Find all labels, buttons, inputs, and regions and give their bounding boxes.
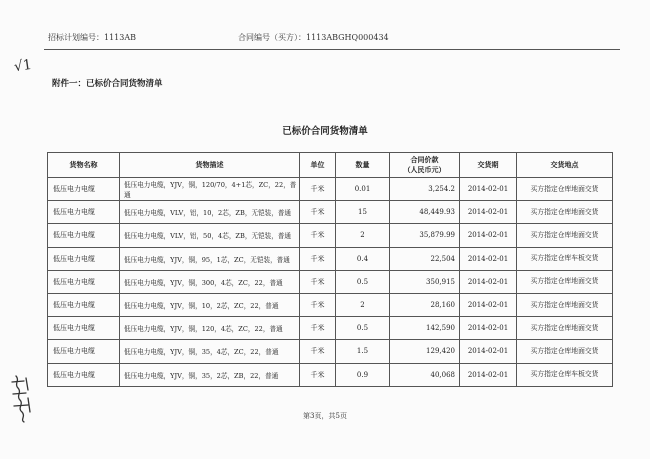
cell-name: 低压电力电缆 — [48, 247, 120, 270]
cell-date: 2014-02-01 — [460, 247, 517, 270]
cell-unit: 千米 — [300, 293, 336, 316]
cell-place: 买方指定仓库地面交货 — [517, 317, 613, 340]
cell-name: 低压电力电缆 — [48, 201, 120, 224]
cell-desc: 低压电力电缆，YJV，铜，300，4芯，ZC，22，普通 — [120, 270, 300, 293]
cell-place: 买方指定仓库地面交货 — [517, 293, 613, 316]
cell-date: 2014-02-01 — [460, 201, 517, 224]
cell-qty: 1.5 — [336, 340, 390, 363]
cell-qty: 0.5 — [336, 270, 390, 293]
goods-table — [47, 152, 613, 387]
cell-desc: 低压电力电缆，VLV，铝，10，2芯，ZB，无铠装，普通 — [120, 201, 300, 224]
page-number: 第3页，共5页 — [303, 412, 347, 420]
cell-name: 低压电力电缆 — [48, 340, 120, 363]
cell-place: 买方指定仓库地面交货 — [517, 201, 613, 224]
cell-place: 买方指定仓库地面交货 — [517, 270, 613, 293]
cell-place: 买方指定仓库地面交货 — [517, 178, 613, 201]
cell-unit: 千米 — [300, 247, 336, 270]
cell-unit: 千米 — [300, 340, 336, 363]
cell-qty: 2 — [336, 293, 390, 316]
col-header-qty: 数量 — [336, 153, 390, 178]
cell-qty: 15 — [336, 201, 390, 224]
cell-desc: 低压电力电缆，YJV，铜，35，2芯，ZB，22，普通 — [120, 363, 300, 386]
cell-qty: 2 — [336, 224, 390, 247]
cell-desc: 低压电力电缆，YJV，铜，10，2芯，ZC，22，普通 — [120, 293, 300, 316]
cell-desc: 低压电力电缆，YJV，铜，35，4芯，ZC，22，普通 — [120, 340, 300, 363]
plan-number: 招标计划编号：1113AB — [48, 33, 137, 42]
cell-price: 35,879.99 — [390, 224, 460, 247]
cell-price: 40,068 — [390, 363, 460, 386]
table-row — [48, 178, 613, 201]
table-row — [48, 293, 613, 316]
cell-name: 低压电力电缆 — [48, 178, 120, 201]
table-title: 已标价合同货物清单 — [282, 126, 368, 137]
cell-price: 129,420 — [390, 340, 460, 363]
cell-unit: 千米 — [300, 178, 336, 201]
table-row — [48, 201, 613, 224]
handwritten-mark: √1 — [12, 56, 33, 76]
cell-price: 142,590 — [390, 317, 460, 340]
cell-price: 3,254.2 — [390, 178, 460, 201]
cell-date: 2014-02-01 — [460, 270, 517, 293]
cell-place: 买方指定仓库车板交货 — [517, 247, 613, 270]
handwritten-signature — [8, 372, 38, 424]
cell-place: 买方指定仓库车板交货 — [517, 363, 613, 386]
cell-date: 2014-02-01 — [460, 224, 517, 247]
cell-name: 低压电力电缆 — [48, 224, 120, 247]
cell-price: 48,449.93 — [390, 201, 460, 224]
cell-date: 2014-02-01 — [460, 363, 517, 386]
cell-desc: 低压电力电缆，YJV，铜，95，1芯，ZC，无铠装，普通 — [120, 247, 300, 270]
cell-name: 低压电力电缆 — [48, 293, 120, 316]
cell-date: 2014-02-01 — [460, 293, 517, 316]
cell-price: 350,915 — [390, 270, 460, 293]
cell-unit: 千米 — [300, 201, 336, 224]
cell-desc: 低压电力电缆，VLV，铝，50，4芯，ZB，无铠装，普通 — [120, 224, 300, 247]
table-row — [48, 317, 613, 340]
col-header-unit: 单位 — [300, 153, 336, 178]
table-row — [48, 363, 613, 386]
cell-unit: 千米 — [300, 224, 336, 247]
cell-unit: 千米 — [300, 270, 336, 293]
cell-price: 22,504 — [390, 247, 460, 270]
col-header-name: 货物名称 — [48, 153, 120, 178]
contract-number: 合同编号（买方）：1113ABGHQ000434 — [238, 33, 389, 42]
col-header-price: 合同价款 （人民币元） — [390, 153, 460, 178]
cell-place: 买方指定仓库地面交货 — [517, 340, 613, 363]
col-header-place: 交货地点 — [517, 153, 613, 178]
cell-name: 低压电力电缆 — [48, 270, 120, 293]
cell-desc: 低压电力电缆，YJV，铜，120/70，4+1芯，ZC，22，普通 — [120, 178, 300, 201]
table-body — [48, 178, 613, 387]
cell-date: 2014-02-01 — [460, 178, 517, 201]
annex-title: 附件一：已标价合同货物清单 — [52, 79, 163, 89]
cell-qty: 0.9 — [336, 363, 390, 386]
cell-unit: 千米 — [300, 363, 336, 386]
cell-name: 低压电力电缆 — [48, 363, 120, 386]
col-header-desc: 货物描述 — [120, 153, 300, 178]
cell-qty: 0.5 — [336, 317, 390, 340]
cell-date: 2014-02-01 — [460, 317, 517, 340]
table-row — [48, 224, 613, 247]
table-header-row — [48, 153, 613, 178]
table-row — [48, 270, 613, 293]
table-row — [48, 247, 613, 270]
col-header-date: 交货期 — [460, 153, 517, 178]
cell-name: 低压电力电缆 — [48, 317, 120, 340]
cell-price: 28,160 — [390, 293, 460, 316]
cell-place: 买方指定仓库地面交货 — [517, 224, 613, 247]
page-header — [48, 32, 620, 46]
cell-desc: 低压电力电缆，YJV，铜，120，4芯，ZC，22，普通 — [120, 317, 300, 340]
cell-qty: 0.01 — [336, 178, 390, 201]
cell-qty: 0.4 — [336, 247, 390, 270]
table-row — [48, 340, 613, 363]
cell-unit: 千米 — [300, 317, 336, 340]
cell-date: 2014-02-01 — [460, 340, 517, 363]
header-divider — [44, 49, 620, 50]
